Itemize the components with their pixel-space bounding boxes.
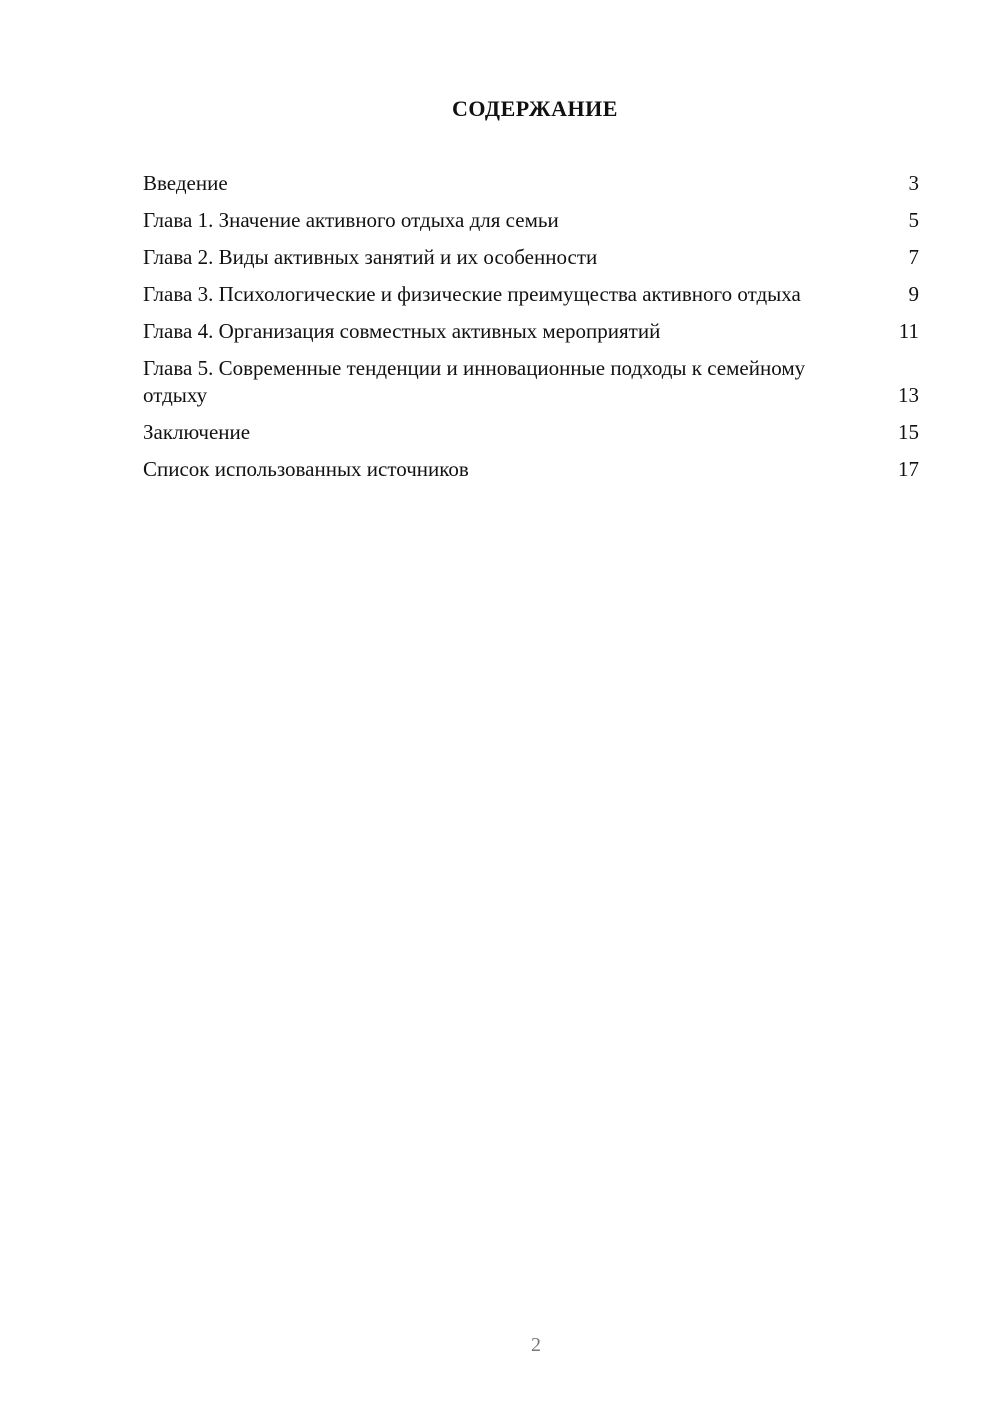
- toc-entry-chapter-5[interactable]: [143, 355, 919, 409]
- toc-entry-page: 17: [898, 457, 919, 481]
- toc-entry-page: 5: [908, 208, 919, 232]
- table-of-contents: [143, 170, 919, 493]
- toc-entry-chapter-3[interactable]: [143, 281, 919, 308]
- toc-entry-label: Введение: [143, 171, 228, 195]
- toc-entry-chapter-4[interactable]: [143, 318, 919, 345]
- toc-entry-page: 13: [898, 383, 919, 407]
- toc-entry-chapter-1[interactable]: [143, 207, 919, 234]
- page-number: 2: [531, 1334, 541, 1356]
- toc-entry-chapter-2[interactable]: [143, 244, 919, 271]
- toc-entry-label: Список использованных источников: [143, 457, 469, 481]
- toc-entry-page: 11: [898, 319, 919, 343]
- toc-entry-label: Глава 1. Значение активного отдыха для семьи: [143, 208, 559, 232]
- toc-entry-label: Глава 3. Психологические и физические преимущества активного отдыха: [143, 282, 801, 306]
- toc-entry-page: 15: [898, 420, 919, 444]
- toc-entry-introduction[interactable]: [143, 170, 919, 197]
- toc-entry-label: Глава 2. Виды активных занятий и их особенности: [143, 245, 598, 269]
- toc-entry-page: 3: [908, 171, 919, 195]
- toc-entry-page: 7: [908, 245, 919, 269]
- toc-entry-label: Заключение: [143, 420, 251, 444]
- toc-entry-label: Глава 5. Современные тенденции и инновационные подходы к семейному отдыху: [143, 356, 806, 407]
- toc-entry-references[interactable]: [143, 456, 919, 483]
- toc-entry-page: 9: [908, 282, 919, 306]
- toc-title: СОДЕРЖАНИЕ: [452, 96, 618, 121]
- toc-entry-label: Глава 4. Организация совместных активных мероприятий: [143, 319, 661, 343]
- toc-entry-conclusion[interactable]: [143, 419, 919, 446]
